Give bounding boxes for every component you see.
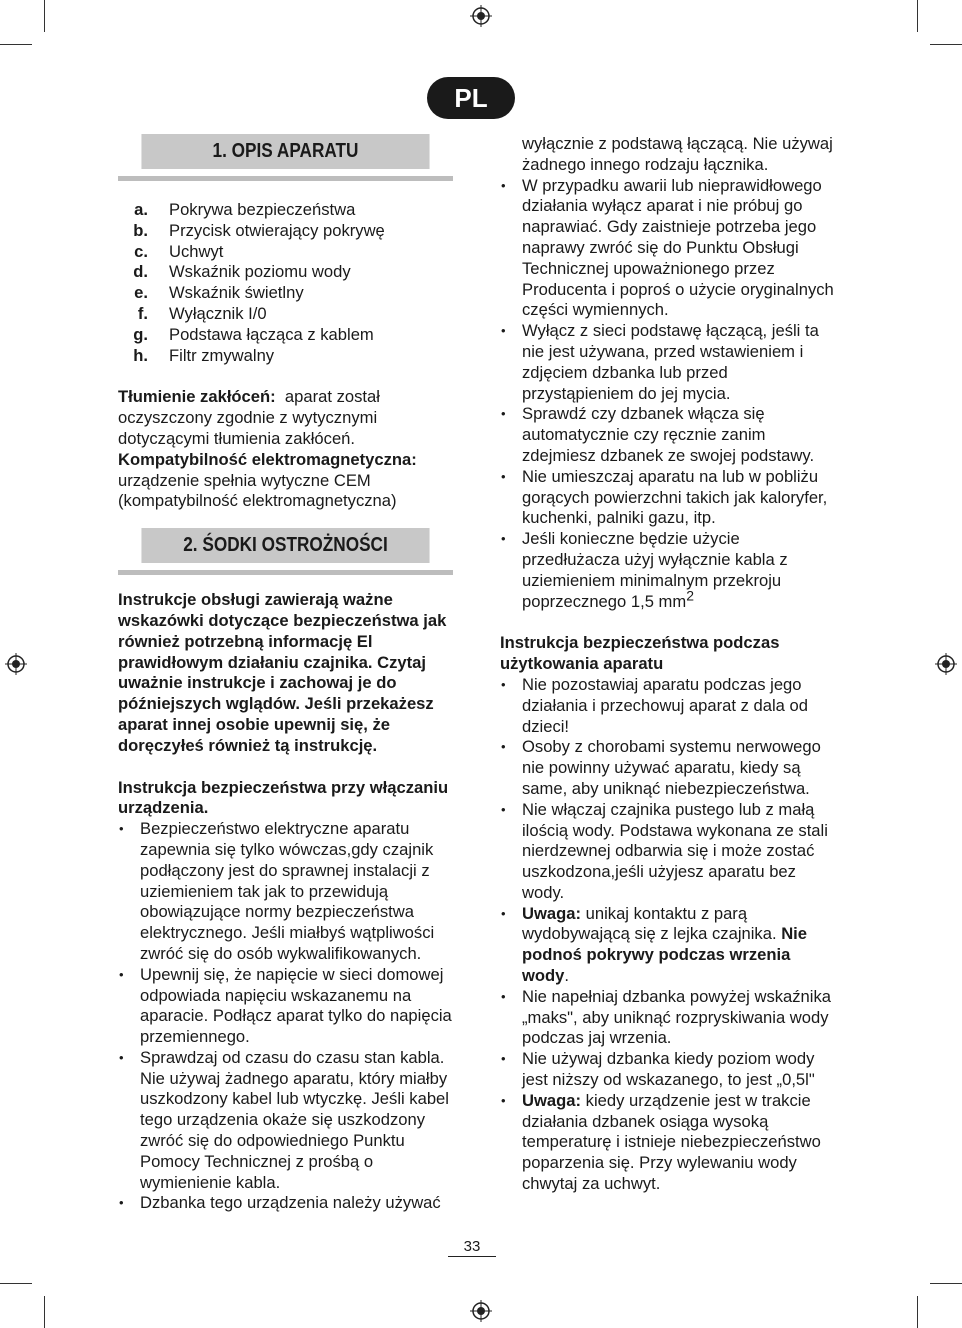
usage-list [500,675,836,1195]
part-key: a. [134,200,148,219]
emc-paragraph [118,450,458,512]
suppression-paragraph [118,387,458,449]
list-item [500,529,836,612]
part-label: Wskaźnik poziomu wody [169,262,351,282]
parts-list-item [118,325,458,346]
section-divider [118,570,453,575]
list-item: • Sprawdź czy dzbanek włącza się automatycznie czy ręcznie zanim zdejmiesz dzbanek ze swojej podstawy. [500,404,836,466]
parts-list-item [118,262,458,283]
cable-item-text: Jeśli konieczne będzie użycie przedłużacza użyj wyłącznie kabla z uziemieniem minimalnym przekroju poprzecznego 1,5 mm [522,529,788,611]
registration-mark-icon [470,5,492,27]
list-item [500,904,836,987]
registration-mark-icon [470,1300,492,1322]
parts-list-item [118,304,458,325]
safety-intro: Instrukcje obsługi zawierają ważne wskazówki dotyczące bezpieczeństwa jak również potrzebną informację El prawidłowym działaniu czajnika. Czytaj uważnie instrukcje i zachowaj je do późniejszych wglądów. Jeśli przekażesz aparat innej osobie upewnij się, że doręczyłeś również tą instrukcję. [118,590,447,755]
part-key: c. [134,241,148,261]
right-column [500,134,836,1195]
steam-label: Uwaga: [522,903,582,923]
crop-mark [917,1296,918,1328]
section1-heading-box [118,134,453,169]
part-label: Pokrywa bezpieczeństwa [169,200,356,219]
crop-mark [930,1283,962,1284]
part-key: f. [137,303,148,323]
parts-list-item [118,221,458,242]
steam-text: unikaj kontaktu z parą wydobywającą się z lejka czajnika. [522,903,777,944]
part-label: Filtr zmywalny [169,345,275,365]
part-label: Wyłącznik I/0 [169,303,267,323]
crop-mark [0,1283,32,1284]
usage-heading: Instrukcja bezpieczeństwa podczas użytkowania aparatu [500,633,780,674]
registration-mark-icon [5,653,27,675]
suppression-label: Tłumienie zakłóceń: [118,387,276,407]
list-item: • Nie umieszczaj aparatu na lub w pobliżu gorących powierzchni takich jak kaloryfer, kuchenki, palniki gazu, itp. [500,467,836,529]
switching-list-continued [500,176,836,613]
language-badge: PL [427,77,515,119]
part-key: h. [133,345,148,365]
list-item: • W przypadku awarii lub nieprawidłowego działania wyłącz aparat i nie próbuj go naprawiać. Gdy zaistnieje potrzeba jego naprawy zwróć się do Punktu Obsługi Technicznej upoważnionego przez Producenta i poproś o użycie oryginalnych części wymiennych. [500,176,836,322]
part-key: g. [133,324,148,344]
list-item: • Nie napełniaj dzbanka powyżej wskaźnika „maks", aby uniknąć rozpryskiwania wody podczas jaj wrzenia. [500,987,836,1049]
section-divider [118,176,453,181]
parts-list [118,200,458,366]
crop-mark [44,1296,45,1328]
crop-mark [0,44,32,45]
crop-mark [917,0,918,32]
list-item: • Upewnij się, że napięcie w sieci domowej odpowiada napięciu wskazanemu na aparacie. Podłącz aparat tylko do napięcia przemiennego. [118,965,458,1048]
part-label: Przycisk otwierający pokrywę [169,220,385,240]
list-item: • Nie włączaj czajnika pustego lub z małą ilością wody. Podstawa wykonana ze stali nierdzewnej odbarwia się i może zostać uszkodzona,jeśli użyjesz aparatu bez wody. [500,800,836,904]
emc-text: urządzenie spełnia wytyczne CEM (kompatybilność elektromagnetyczna) [118,470,397,511]
parts-list-item [118,242,458,263]
list-item: • Sprawdzaj od czasu do czasu stan kabla. Nie używaj żadnego aparatu, który miałby uszkodzony kabel lub wtyczkę. Jeśli kabel tego urządzenia okaże się uszkodzony zwróć się do odpowiedniego Punktu Pomocy Technicznej z prośbą o wymienienie kabla. [118,1048,458,1194]
crop-mark [44,0,45,32]
parts-list-item [118,200,458,221]
list-item: • Nie pozostawiaj aparatu podczas jego działania i przechowuj aparat z dala od dzieci! [500,675,836,737]
list-item [500,1091,836,1195]
steam-end: . [564,966,570,986]
section1-title: 1. OPIS APARATU [141,134,429,169]
crop-mark [930,44,962,45]
part-label: Wskaźnik świetlny [169,283,304,303]
emc-label: Kompatybilność elektromagnetyczna: [118,449,417,469]
part-key: e. [134,283,148,303]
list-item: • Bezpieczeństwo elektryczne aparatu zapewnia się tylko wówczas,gdy czajnik podłączony jest do sprawnej instalacji z uziemieniem tak jak to przewidują obowiązujące normy bezpieczeństwa elektrycznego. Jeśli miałbyś wątpliwości zwróć się do osób wykwalifikowanych. [118,819,458,965]
switching-heading: Instrukcja bezpieczeństwa przy włączaniu urządzenia. [118,777,449,818]
left-column [118,134,458,1214]
cable-item-sup: 2 [686,587,694,603]
section2-title: 2. ŚODKI OSTROŻNOŚCI [141,528,429,563]
part-key: d. [133,262,148,282]
page-number: 33 [448,1238,496,1257]
parts-list-item [118,283,458,304]
section2-heading-box [118,528,453,563]
steam-bold: Nie podnoś pokrywy podczas wrzenia wody [522,924,808,986]
part-label: Uchwyt [169,241,224,261]
registration-mark-icon [935,653,957,675]
list-item: • Wyłącz z sieci podstawę łączącą, jeśli ta nie jest używana, przed wstawieniem i zdjęciem dzbanka lub przed przystąpieniem do jej mycia. [500,321,836,404]
list-item: • Dzbanka tego urządzenia należy używać [118,1193,458,1214]
part-label: Podstawa łącząca z kablem [169,324,374,344]
suppression-text: aparat został oczyszczony zgodnie z wytycznymi dotyczącymi tłumienia zakłóceń. [118,387,380,448]
hot-label: Uwaga: [522,1090,582,1110]
part-key: b. [133,220,148,240]
list-item: • Nie używaj dzbanka kiedy poziom wody jest niższy od wskazanego, to jest „0,5l" [500,1049,836,1091]
hot-text: kiedy urządzenie jest w trakcie działania dzbanek osiąga wysoką temperaturę i istnieje niebezpieczeństwo poparzenia się. Przy wylewaniu wody chwytaj za uchwyt. [522,1090,821,1194]
list-item: • Osoby z chorobami systemu nerwowego nie powinny używać aparatu, kiedy są same, aby uniknąć niebezpieczeństwa. [500,737,836,799]
continuation-text: wyłącznie z podstawą łączącą. Nie używaj żadnego innego rodzaju łącznika. [522,134,833,174]
switching-list [118,819,458,1214]
parts-list-item [118,346,458,367]
